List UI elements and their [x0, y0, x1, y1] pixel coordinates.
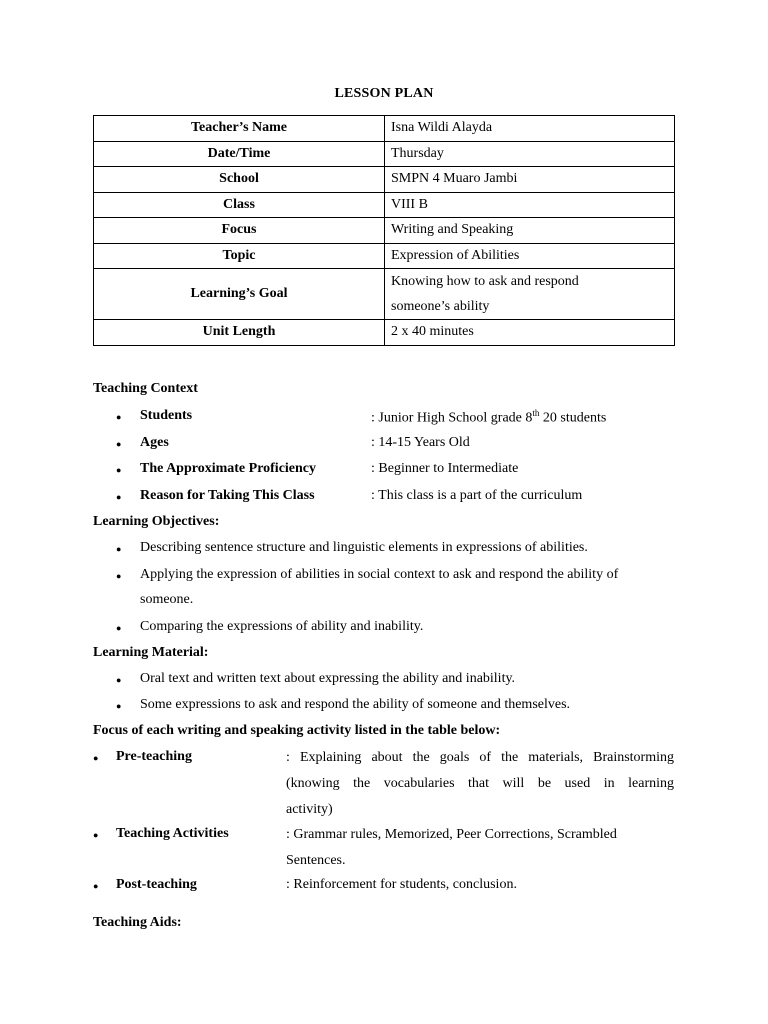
focus-value: : Reinforcement for students, conclusion. [286, 877, 517, 892]
row-value: Isna Wildi Alayda [385, 116, 675, 142]
bullet-icon [116, 412, 121, 422]
row-label: Class [94, 192, 385, 218]
bullet-icon [116, 675, 121, 685]
context-value-prefix: : Junior High School grade 8 [371, 410, 533, 426]
focus-value-line: (knowing the vocabularies that will be used in learning [286, 776, 674, 791]
focus-label: Post-teaching [116, 877, 197, 892]
row-value-line: someone’s ability [391, 299, 490, 314]
row-value: Writing and Speaking [385, 218, 675, 244]
learning-material-heading: Learning Material: [93, 645, 209, 660]
context-value-sup: th [532, 408, 540, 418]
context-value [371, 408, 606, 427]
row-label: Date/Time [94, 141, 385, 167]
context-value: : 14-15 Years Old [371, 435, 470, 450]
material-item: Oral text and written text about expressing the ability and inability. [140, 671, 516, 686]
context-label: The Approximate Proficiency [140, 461, 317, 476]
row-label: Teacher’s Name [94, 116, 385, 142]
row-value [385, 269, 675, 320]
table-row [94, 167, 675, 193]
table-row [94, 218, 675, 244]
teaching-aids-heading: Teaching Aids: [93, 915, 182, 930]
table-row [94, 320, 675, 346]
focus-value [286, 826, 674, 870]
row-value: Thursday [385, 141, 675, 167]
row-value-line: Knowing how to ask and respond [391, 274, 579, 289]
objective-item: Comparing the expressions of ability and inability. [140, 619, 424, 634]
bullet-icon [116, 465, 121, 475]
row-label: Learning’s Goal [94, 269, 385, 320]
learning-objectives-heading: Learning Objectives: [93, 514, 220, 529]
document-title: LESSON PLAN [334, 86, 434, 101]
context-label: Ages [140, 435, 169, 450]
table-row [94, 192, 675, 218]
focus-value-line: Sentences. [286, 853, 346, 868]
bullet-icon [116, 571, 121, 581]
objective-item-continued: someone. [140, 592, 194, 607]
lesson-info-table [93, 115, 675, 346]
row-value: SMPN 4 Muaro Jambi [385, 167, 675, 193]
context-value-suffix: 20 students [539, 410, 607, 426]
focus-heading: Focus of each writing and speaking activity listed in the table below: [93, 723, 501, 738]
objective-item: Describing sentence structure and linguistic elements in expressions of abilities. [140, 540, 588, 555]
table-row [94, 116, 675, 142]
bullet-icon [116, 492, 121, 502]
row-value: Expression of Abilities [385, 243, 675, 269]
row-label: Topic [94, 243, 385, 269]
focus-value-line: activity) [286, 802, 333, 817]
table-row [94, 269, 675, 320]
table-row [94, 243, 675, 269]
context-value: : Beginner to Intermediate [371, 461, 519, 476]
row-label: Unit Length [94, 320, 385, 346]
bullet-icon [93, 881, 98, 891]
material-item: Some expressions to ask and respond the ability of someone and themselves. [140, 697, 571, 712]
row-value: 2 x 40 minutes [385, 320, 675, 346]
row-label: School [94, 167, 385, 193]
bullet-icon [116, 439, 121, 449]
teaching-context-heading: Teaching Context [93, 381, 198, 396]
row-value: VIII B [385, 192, 675, 218]
bullet-icon [116, 544, 121, 554]
focus-label: Pre-teaching [116, 749, 192, 764]
focus-value [286, 749, 674, 819]
objective-item: Applying the expression of abilities in social context to ask and respond the ability of [140, 567, 619, 582]
focus-label: Teaching Activities [116, 826, 229, 841]
bullet-icon [116, 623, 121, 633]
context-value: : This class is a part of the curriculum [371, 488, 583, 503]
focus-value-line: : Grammar rules, Memorized, Peer Corrections, Scrambled [286, 827, 617, 842]
context-label: Students [140, 408, 193, 423]
bullet-icon [93, 830, 98, 840]
focus-value-line: : Explaining about the goals of the materials, Brainstorming [286, 750, 674, 765]
bullet-icon [116, 701, 121, 711]
row-label: Focus [94, 218, 385, 244]
context-label: Reason for Taking This Class [140, 488, 315, 503]
bullet-icon [93, 753, 98, 763]
table-row [94, 141, 675, 167]
